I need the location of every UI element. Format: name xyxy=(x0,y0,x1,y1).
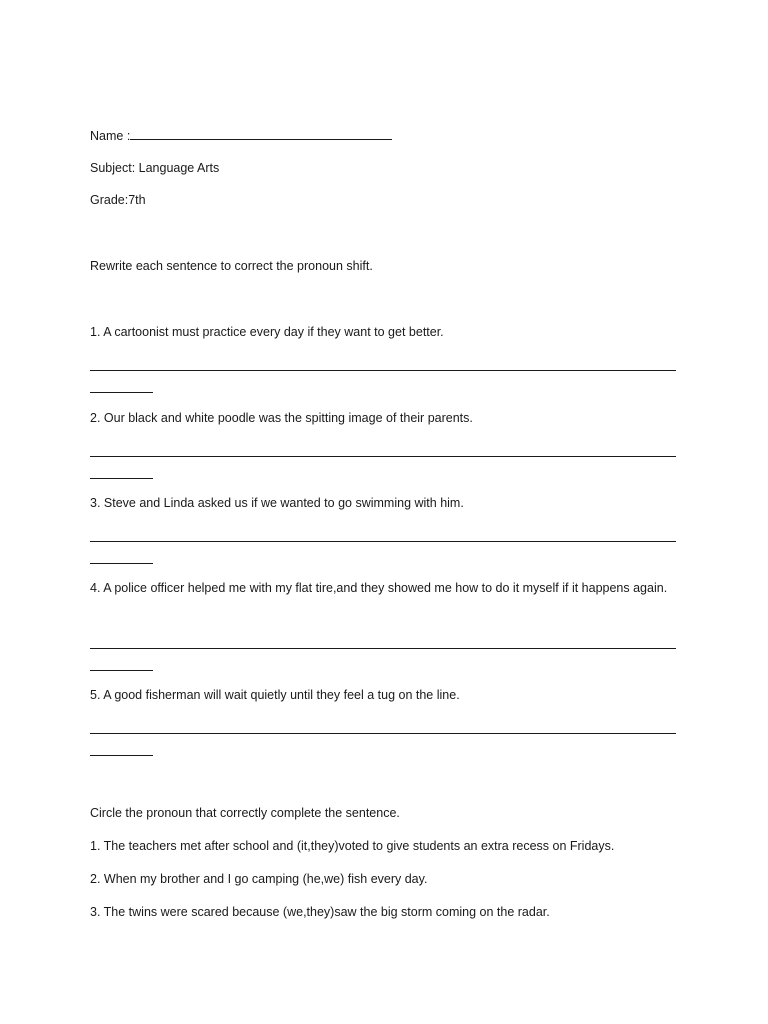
question-3: 3. Steve and Linda asked us if we wanted to go swimming with him. xyxy=(90,496,464,510)
answer-lines-1 xyxy=(90,370,676,393)
question-2: 2. Our black and white poodle was the spitting image of their parents. xyxy=(90,411,473,425)
circle-item-2: 2. When my brother and I go camping (he,we) fish every day. xyxy=(90,872,428,886)
answer-lines-3 xyxy=(90,541,676,564)
answer-rule xyxy=(90,733,676,734)
name-line xyxy=(90,127,392,144)
circle-item-3: 3. The twins were scared because (we,they)saw the big storm coming on the radar. xyxy=(90,905,550,919)
answer-rule-end xyxy=(90,392,153,393)
section2-instruction: Circle the pronoun that correctly complete the sentence. xyxy=(90,806,400,820)
answer-rule xyxy=(90,541,676,542)
answer-rule-end xyxy=(90,478,153,479)
answer-rule xyxy=(90,456,676,457)
answer-lines-5 xyxy=(90,733,676,756)
grade-line: Grade:7th xyxy=(90,193,146,207)
answer-rule-end xyxy=(90,563,153,564)
answer-rule xyxy=(90,370,676,371)
name-blank xyxy=(130,127,392,140)
circle-item-1: 1. The teachers met after school and (it,they)voted to give students an extra recess on Fridays. xyxy=(90,839,615,853)
subject-line: Subject: Language Arts xyxy=(90,161,220,175)
name-label: Name : xyxy=(90,129,131,143)
question-4: 4. A police officer helped me with my flat tire,and they showed me how to do it myself if it happens again. xyxy=(90,581,668,595)
section1-instruction: Rewrite each sentence to correct the pronoun shift. xyxy=(90,259,373,273)
answer-rule-end xyxy=(90,670,153,671)
answer-lines-2 xyxy=(90,456,676,479)
answer-lines-4 xyxy=(90,648,676,671)
answer-rule xyxy=(90,648,676,649)
question-1: 1. A cartoonist must practice every day if they want to get better. xyxy=(90,325,444,339)
answer-rule-end xyxy=(90,755,153,756)
question-5: 5. A good fisherman will wait quietly until they feel a tug on the line. xyxy=(90,688,460,702)
